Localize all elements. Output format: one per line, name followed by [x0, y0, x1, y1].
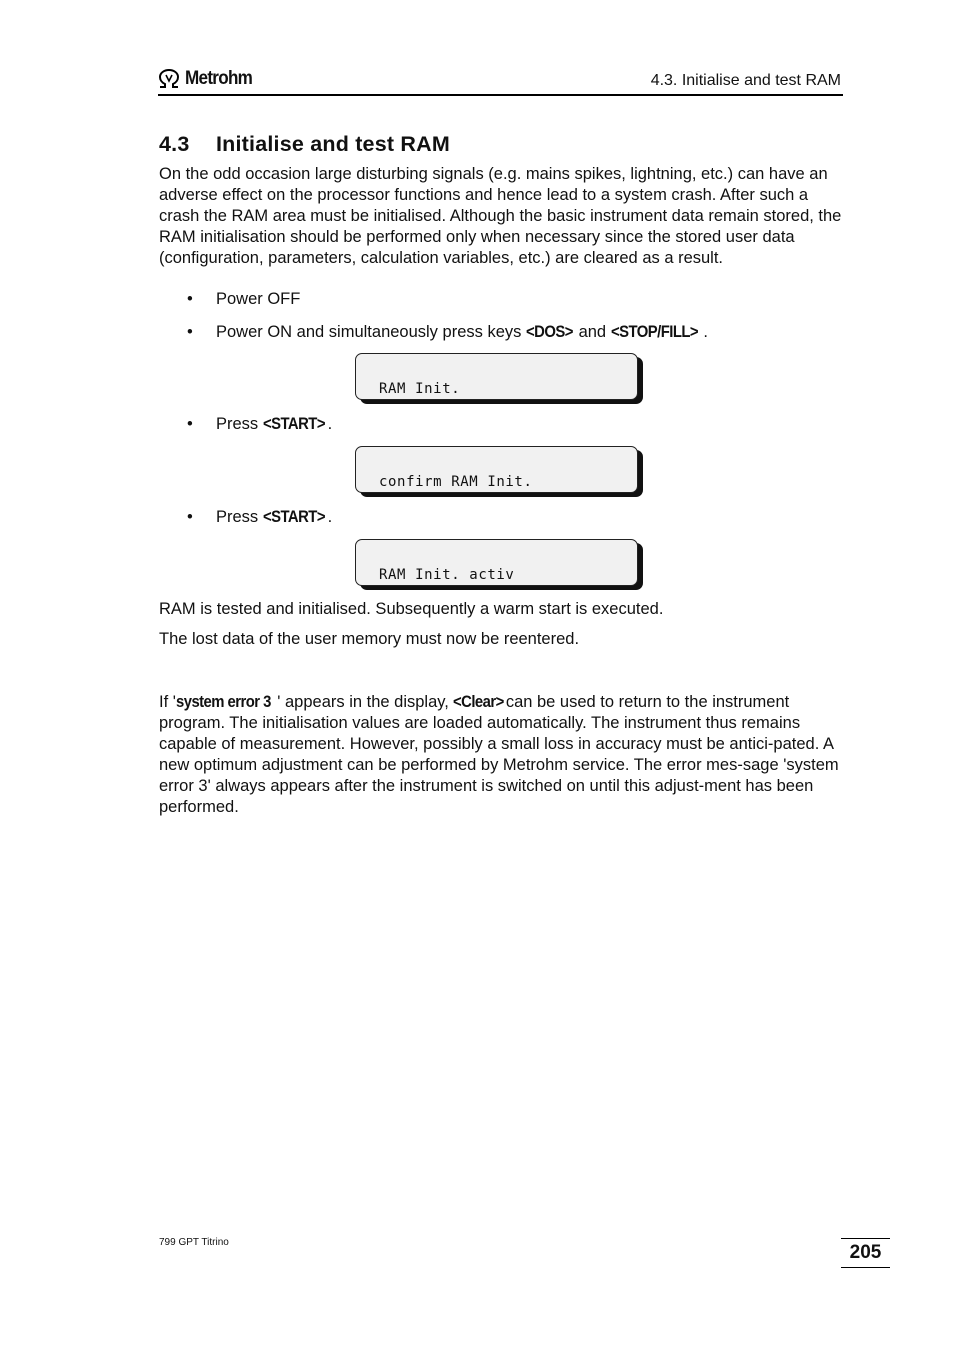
- omega-icon: [158, 69, 180, 89]
- instrument-display: [355, 539, 638, 586]
- error-note-paragraph: [159, 692, 843, 818]
- result-paragraph: The lost data of the user memory must now be reentered.: [159, 630, 580, 648]
- step-text: Power ON and simultaneously press keys: [216, 323, 526, 341]
- list-item: [187, 289, 300, 310]
- list-item: [187, 322, 708, 343]
- step-text: Power OFF: [216, 290, 301, 308]
- section-title: [159, 132, 450, 157]
- metrohm-logo: [158, 68, 260, 90]
- section-title-text: Initialise and test RAM: [216, 132, 450, 156]
- section-number: 4.3: [159, 132, 190, 156]
- footer-product: 799 GPT Titrino: [159, 1237, 229, 1248]
- note-text: can be used to return to the instrument program. The initialisation values are loaded automatically. The instrument thus remains capable of measurement. However, possibly a small loss in accuracy must be antici-pated. A new optimum adjustment can be performed by Metrohm service. The error mes-sage 'system error 3' always appears after the instrument is switched on until this adjust-ment has been performed.: [159, 693, 839, 816]
- bullet-glyph: •: [187, 508, 193, 526]
- instrument-display: [355, 446, 638, 493]
- list-item: [187, 414, 332, 435]
- bullet-glyph: •: [187, 415, 193, 433]
- step-text: Press: [216, 508, 263, 526]
- logo-text: Metrohm: [185, 68, 253, 89]
- key-dos: <DOS>: [525, 323, 573, 341]
- step-text: .: [703, 323, 708, 341]
- key-stop-fill: <STOP/FILL>: [610, 323, 698, 341]
- page-number: 205: [841, 1238, 890, 1268]
- display-text: confirm RAM Init.: [379, 474, 533, 490]
- note-text: If ': [159, 693, 176, 711]
- page-header: [158, 64, 843, 96]
- step-text: .: [327, 508, 333, 526]
- error-message-name: system error 3: [175, 693, 271, 711]
- list-item: [187, 507, 332, 528]
- display-text: RAM Init. activ: [379, 567, 515, 583]
- instrument-display: [355, 353, 638, 400]
- bullet-glyph: •: [187, 290, 193, 308]
- step-text: .: [327, 415, 333, 433]
- intro-paragraph: On the odd occasion large disturbing signals (e.g. mains spikes, lightning, etc.) can have an adverse effect on the processor functions and hence lead to a system crash. After such a crash the RAM area must be initialised. Although the basic instrument data remain stored, the RAM initialisation should be performed only when necessary since the stored user data (configuration, parameters, calculation variables, etc.) are cleared as a result.: [159, 165, 842, 267]
- bullet-glyph: •: [187, 323, 193, 341]
- step-text: Press: [216, 415, 263, 433]
- key-start: <START>: [262, 415, 325, 433]
- note-text: ' appears in the display,: [277, 693, 454, 711]
- header-section-ref: 4.3. Initialise and test RAM: [650, 72, 841, 89]
- key-clear: <Clear>: [453, 693, 505, 711]
- key-start: <START>: [262, 508, 325, 526]
- result-paragraph: RAM is tested and initialised. Subsequently a warm start is executed.: [159, 600, 664, 618]
- step-text: and: [574, 323, 611, 341]
- display-text: RAM Init.: [379, 381, 461, 397]
